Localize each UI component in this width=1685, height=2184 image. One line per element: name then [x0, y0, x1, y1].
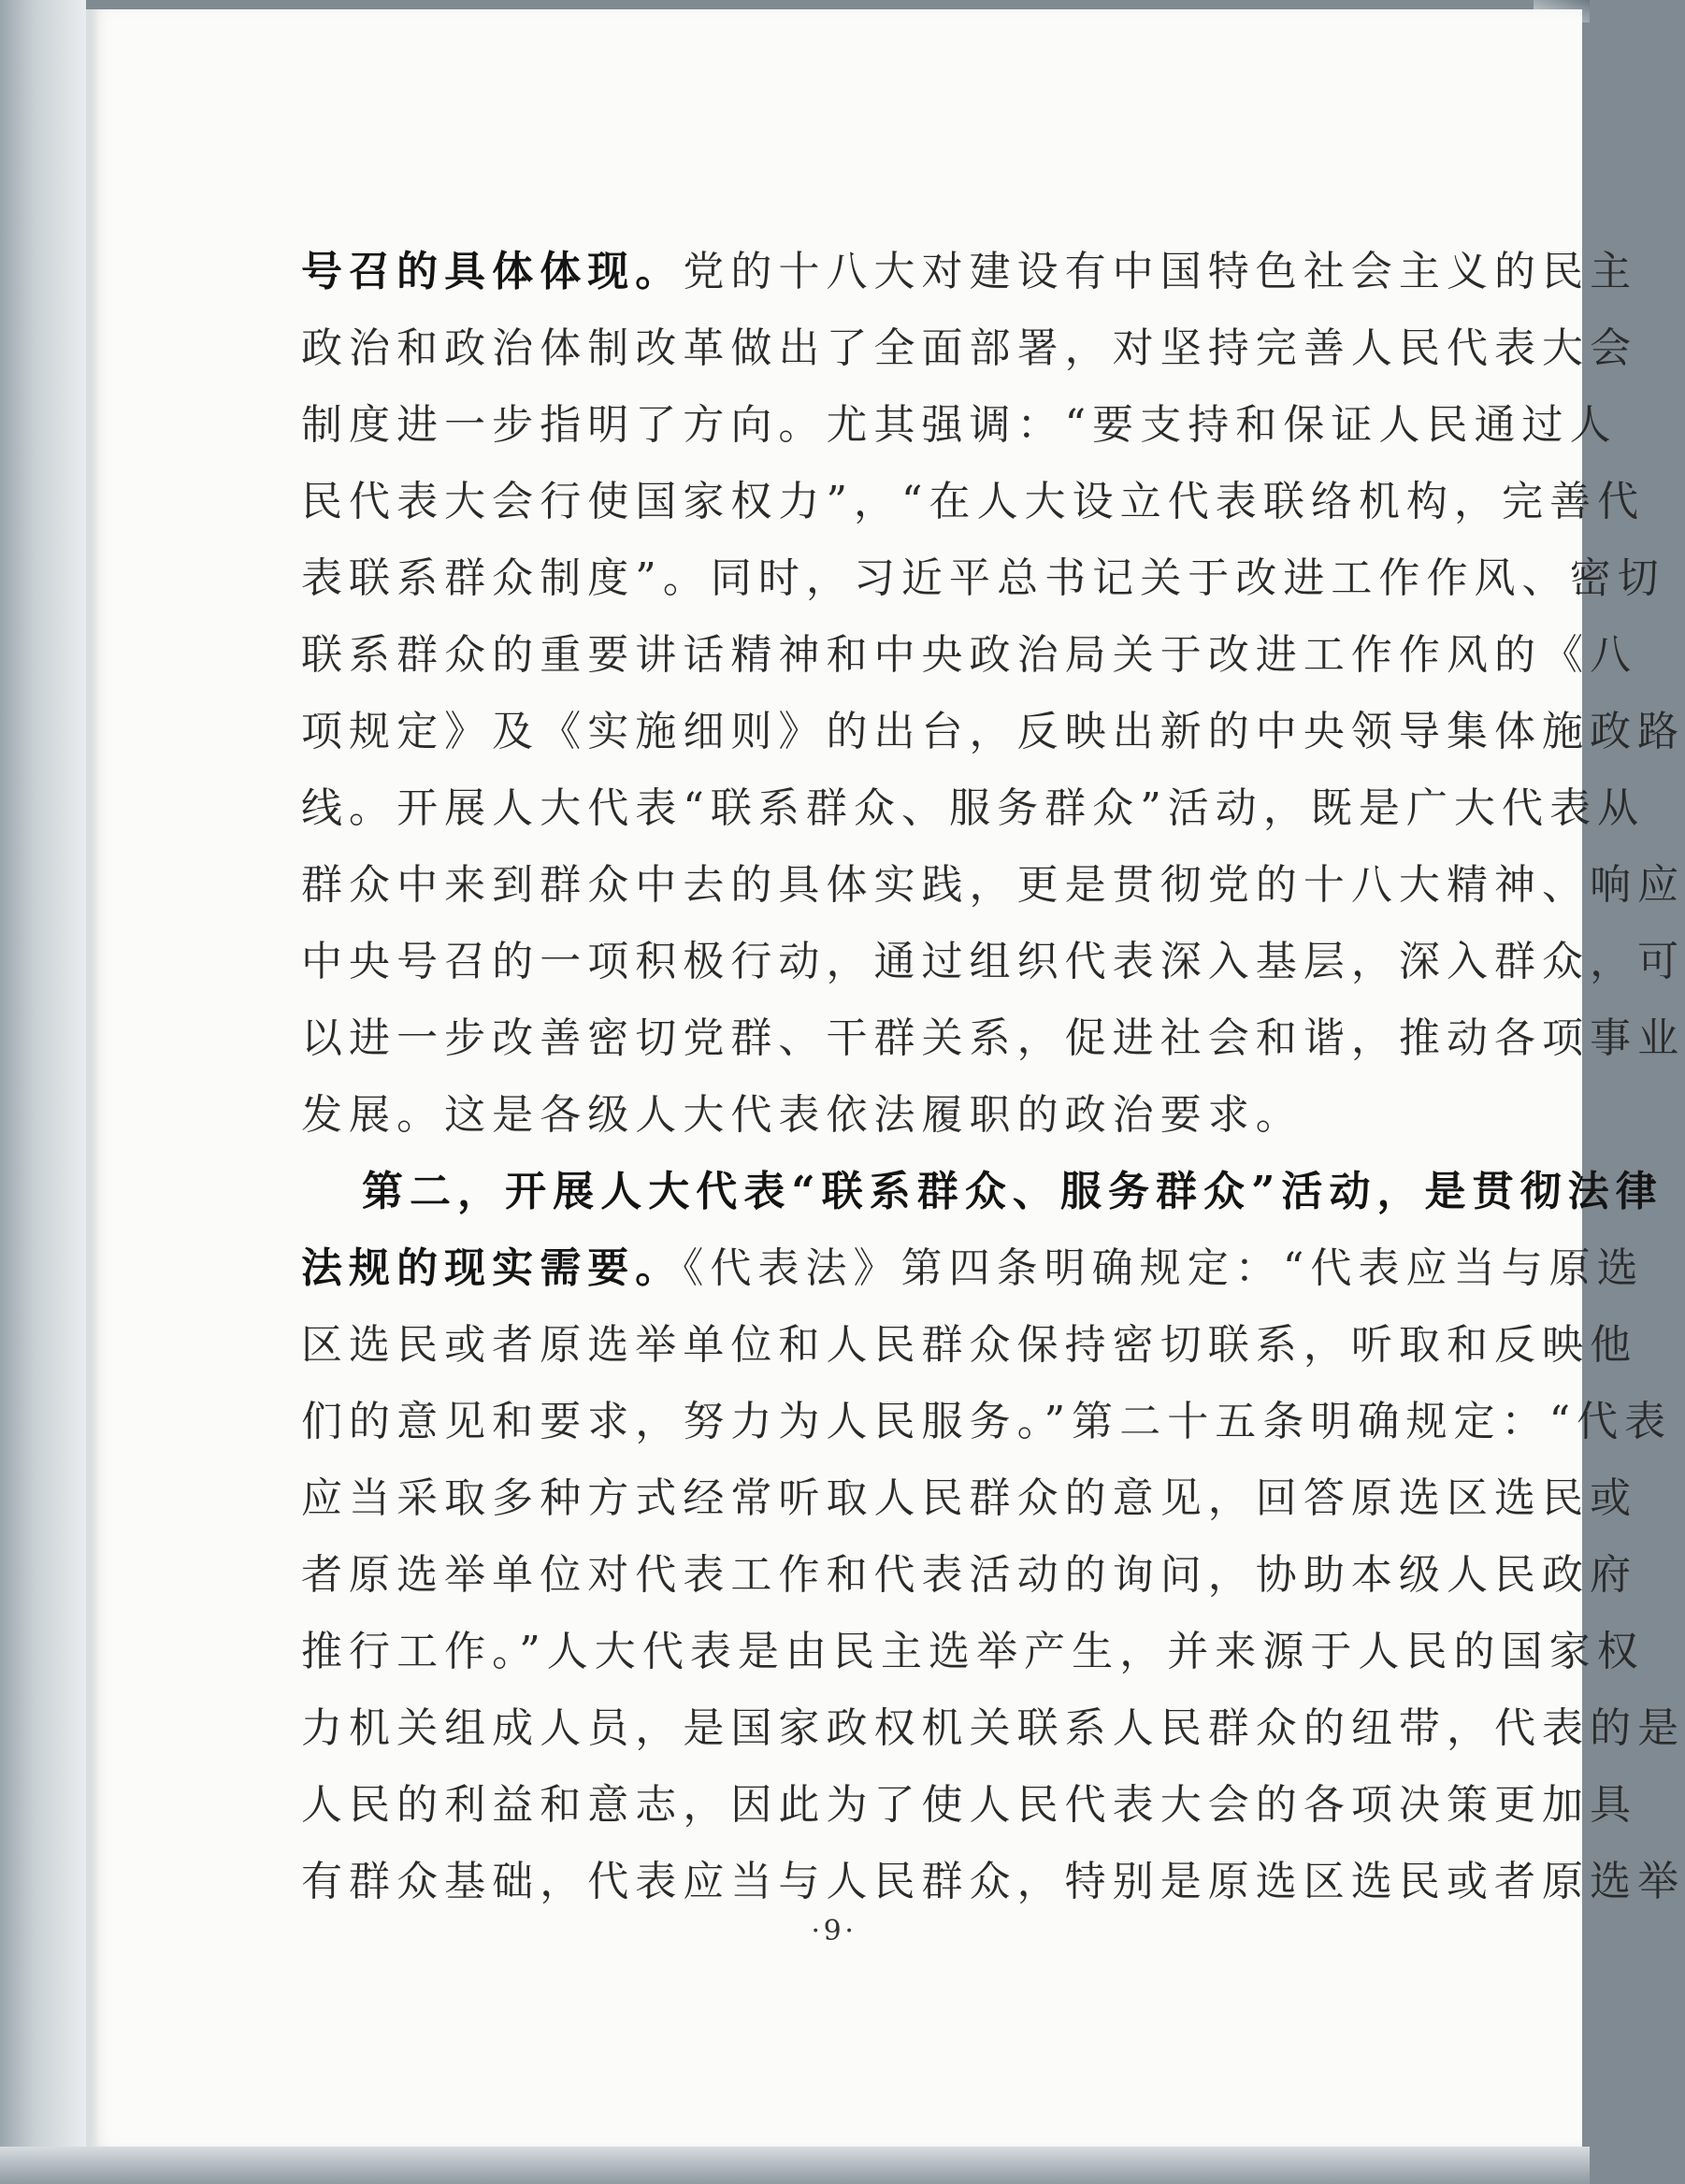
- text-line: 人民的利益和意志，因此为了使人民代表大会的各项决策更加具: [301, 1781, 1638, 1829]
- text-line: 推行工作。”人大代表是由民主选举产生，并来源于人民的国家权: [301, 1628, 1645, 1675]
- section-heading-line: 第二，开展人大代表“联系群众、服务群众”活动，是贯彻法律: [362, 1168, 1663, 1215]
- text-line: 制度进一步指明了方向。尤其强调：“要支持和保证人民通过人: [301, 401, 1618, 449]
- line-text: 《代表法》第四条明确规定：“代表应当与原选: [683, 1244, 1645, 1292]
- text-line: 有群众基础，代表应当与人民群众，特别是原选区选民或者原选举: [301, 1858, 1685, 1905]
- text-line: 者原选举单位对代表工作和代表活动的询问，协助本级人民政府: [301, 1551, 1638, 1599]
- text-line: 以进一步改善密切党群、干群关系，促进社会和谐，推动各项事业: [301, 1014, 1685, 1062]
- text-line: 应当采取多种方式经常听取人民群众的意见，回答原选区选民或: [301, 1474, 1638, 1522]
- text-line: 力机关组成人员，是国家政权机关联系人民群众的纽带，代表的是: [301, 1704, 1685, 1752]
- text-line: 联系群众的重要讲话精神和中央政治局关于改进工作作风的《八: [301, 631, 1638, 679]
- text-line: [301, 234, 1638, 310]
- text-line: 项规定》及《实施细则》的出台，反映出新的中央领导集体施政路: [301, 708, 1685, 755]
- scanner-left-edge: [0, 0, 86, 2184]
- scanner-bottom-edge: [0, 2147, 1590, 2184]
- text-line: 线。开展人大代表“联系群众、服务群众”活动，既是广大代表从: [301, 784, 1646, 832]
- text-line: 区选民或者原选举单位和人民群众保持密切联系，听取和反映他: [301, 1321, 1638, 1369]
- text-line: [301, 1230, 1645, 1307]
- document-page: [86, 9, 1685, 2147]
- bold-lead-phrase: 号召的具体体现。: [301, 248, 684, 295]
- body-text: [301, 234, 1685, 1920]
- page-number: ·9·: [811, 1915, 857, 1947]
- text-line: 群众中来到群众中去的具体实践，更是贯彻党的十八大精神、响应: [301, 861, 1685, 909]
- text-line: 表联系群众制度”。同时，习近平总书记关于改进工作作风、密切: [301, 554, 1665, 602]
- text-line: 们的意见和要求，努力为人民服务。”第二十五条明确规定：“代表: [301, 1398, 1673, 1445]
- text-line: 发展。这是各级人大代表依法履职的政治要求。: [301, 1091, 1303, 1139]
- section-heading-continuation: 法规的现实需要。: [301, 1244, 684, 1292]
- text-line: 民代表大会行使国家权力”，“在人大设立代表联络机构，完善代: [301, 478, 1646, 525]
- line-text: 党的十八大对建设有中国特色社会主义的民主: [683, 248, 1638, 295]
- text-line: 中央号召的一项积极行动，通过组织代表深入基层，深入群众，可: [301, 938, 1685, 985]
- text-line: 政治和政治体制改革做出了全面部署，对坚持完善人民代表大会: [301, 324, 1638, 372]
